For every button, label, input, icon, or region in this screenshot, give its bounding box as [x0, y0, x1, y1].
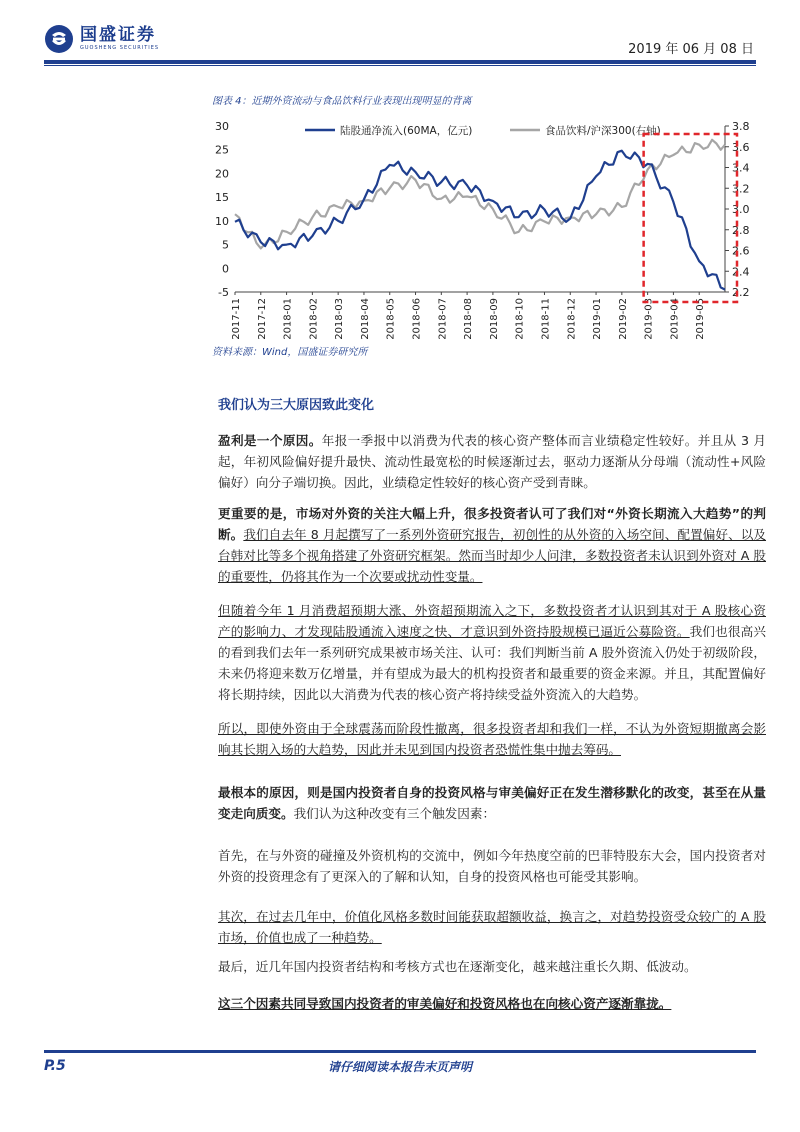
- x-tick-label: 2018-04: [359, 298, 371, 340]
- y-right-tick-label: 3.2: [732, 182, 750, 196]
- y-left-tick-label: 5: [222, 238, 229, 252]
- report-date: 2019 年 06 月 08 日: [628, 42, 754, 57]
- paragraph-body: 我们也很高兴的看到我们去年一系列研究成果被市场关注、认可：我们判断当前 A 股外资流入仍处于初级阶段，未来仍将迎来数万亿增量，并有望成为最大的机构投资者和最重要的资金来源。并且，其配置偏好将长期持续，因此以大消费为代表的核心资产将持续受益外资流入的大趋势。: [218, 624, 767, 702]
- y-left-tick-label: 30: [215, 120, 229, 133]
- paragraph-lead: 更重要的是，市场对外资的关注大幅上升，很多投资者认可了我们对“外资长期流入大趋势”的判断。: [218, 506, 766, 542]
- paragraph-body: 年报一季报中以消费为代表的核心资产整体而言业绩稳定性较好。并且从 3 月起，年初风险偏好提升最快、流动性最宽松的时候逐渐过去，驱动力逐渐从分母端（流动性+风险偏好）向分子端切换。因此，业绩稳定性较好的核心资产受到青睐。: [218, 433, 766, 490]
- y-right-tick-label: 3.0: [732, 203, 750, 216]
- page-number: P.5: [44, 1058, 66, 1074]
- paragraph-first-factor: [218, 845, 766, 887]
- paragraph-withdrawal: [218, 718, 766, 760]
- y-right-tick-label: 2.6: [732, 244, 750, 258]
- header-rule-thin: [44, 65, 756, 66]
- y-left-tick-label: 20: [215, 167, 229, 181]
- paragraph-conclusion: [218, 993, 766, 1014]
- y-right-tick-label: 2.2: [732, 286, 750, 299]
- y-right-tick-label: 2.8: [732, 223, 750, 237]
- y-left-tick-label: 25: [215, 143, 229, 157]
- y-right-tick-label: 3.6: [732, 140, 750, 154]
- x-tick-label: 2018-05: [385, 298, 397, 340]
- paragraph-foreign-capital: [218, 503, 766, 587]
- x-tick-label: 2019-02: [617, 298, 629, 340]
- x-tick-label: 2018-09: [488, 298, 500, 340]
- paragraph-root-cause: [218, 782, 766, 824]
- series-line: [235, 151, 725, 290]
- x-tick-label: 2018-12: [566, 298, 578, 340]
- legend-label: 食品饮料/沪深300(右轴): [545, 125, 661, 137]
- legend-label: 陆股通净流入(60MA，亿元): [340, 125, 473, 137]
- x-tick-label: 2019-05: [695, 298, 707, 340]
- section-heading: 我们认为三大原因致此变化: [218, 398, 375, 413]
- chart: [200, 112, 760, 342]
- logo-chinese-name: 国盛证券: [80, 25, 156, 45]
- y-right-tick-label: 3.8: [732, 120, 750, 133]
- y-left-tick-label: 10: [215, 214, 229, 228]
- paragraph-body: 所以，即使外资由于全球震荡而阶段性撤离，很多投资者却和我们一样，不认为外资短期撤离会影响其长期入场的大趋势，因此并未见到国内投资者恐慌性集中抛去筹码。: [218, 721, 766, 757]
- guosheng-logo-icon: [44, 24, 74, 54]
- x-tick-label: 2018-02: [308, 298, 320, 340]
- disclaimer-note: 请仔细阅读本报告末页声明: [327, 1060, 472, 1074]
- paragraph-body: 我们自去年 8 月起撰写了一系列外资研究报告，初创性的从外资的入场空间、配置偏好、以及台韩对比等多个视角搭建了外资研究框架。然而当时却少人问津，多数投资者未认识到外资对 A 股的重要性，仍将其作为一个次要或扰动性变量。: [218, 527, 767, 584]
- paragraph-body: 首先，在与外资的碰撞及外资机构的交流中，例如今年热度空前的巴菲特股东大会，国内投资者对外资的投资理念有了更深入的了解和认知，自身的投资风格也可能受其影响。: [218, 848, 766, 884]
- y-left-tick-label: -5: [218, 286, 229, 299]
- paragraph-second-factor: [218, 906, 766, 948]
- y-left-tick-label: 0: [222, 262, 229, 276]
- paragraph-body: 其次，在过去几年中，价值化风格多数时间能获取超额收益，换言之，对趋势投资受众较广的 A 股市场，价值也成了一种趋势。: [218, 909, 766, 945]
- chart-legend: [305, 124, 661, 137]
- paragraph-profit: [218, 430, 766, 493]
- paragraph-body: 这三个因素共同导致国内投资者的审美偏好和投资风格也在向核心资产逐渐靠拢。: [218, 996, 672, 1011]
- series-line: [235, 140, 725, 249]
- logo-english-name: GUOSHENG SECURITIES: [80, 45, 160, 51]
- paragraph-lead: 最根本的原因，则是国内投资者自身的投资风格与审美偏好正在发生潜移默化的改变，甚至在从量变走向质变。: [218, 785, 766, 821]
- x-tick-label: 2019-04: [669, 297, 681, 340]
- figure-source: 资料来源：Wind，国盛证券研究所: [212, 347, 368, 358]
- paragraph-body: 最后，近几年国内投资者结构和考核方式也在逐渐变化，越来越注重长久期、低波动。: [218, 959, 697, 974]
- highlight-box: [644, 134, 737, 302]
- x-tick-label: 2019-03: [643, 298, 655, 340]
- paragraph-consumption: [218, 600, 766, 705]
- y-right-tick-label: 2.4: [732, 265, 750, 279]
- paragraph-underlined: 但随着今年 1 月消费超预期大涨、外资超预期流入之下，多数投资者才认识到其对于 A 股核心资产的影响力、才发现陆股通流入速度之快、才意识到外资持股规模已逼近公募险资。: [218, 603, 766, 639]
- x-tick-label: 2018-08: [463, 298, 475, 340]
- x-tick-label: 2017-12: [256, 298, 268, 340]
- paragraph-lead: 盈利是一个原因。: [218, 433, 322, 448]
- x-tick-label: 2019-01: [592, 298, 604, 340]
- x-tick-label: 2018-10: [514, 298, 526, 340]
- company-logo: [44, 24, 159, 54]
- x-tick-label: 2018-11: [540, 298, 552, 340]
- y-left-tick-label: 15: [215, 191, 229, 205]
- y-right-tick-label: 3.4: [732, 161, 750, 175]
- x-tick-label: 2018-01: [282, 298, 294, 340]
- chart-highlight: [644, 134, 737, 302]
- paragraph-third-factor: [218, 956, 766, 977]
- footer-rule: [44, 1050, 756, 1053]
- figure-title: 图表 4：近期外资流动与食品饮料行业表现出现明显的背离: [212, 96, 472, 107]
- paragraph-body: 我们认为这种改变有三个触发因素：: [293, 806, 496, 821]
- x-tick-label: 2017-11: [231, 298, 242, 340]
- x-tick-label: 2018-07: [437, 298, 449, 340]
- chart-series: [235, 140, 725, 290]
- x-tick-label: 2018-06: [411, 298, 423, 340]
- header-rule: [44, 60, 756, 64]
- x-tick-label: 2018-03: [334, 298, 346, 340]
